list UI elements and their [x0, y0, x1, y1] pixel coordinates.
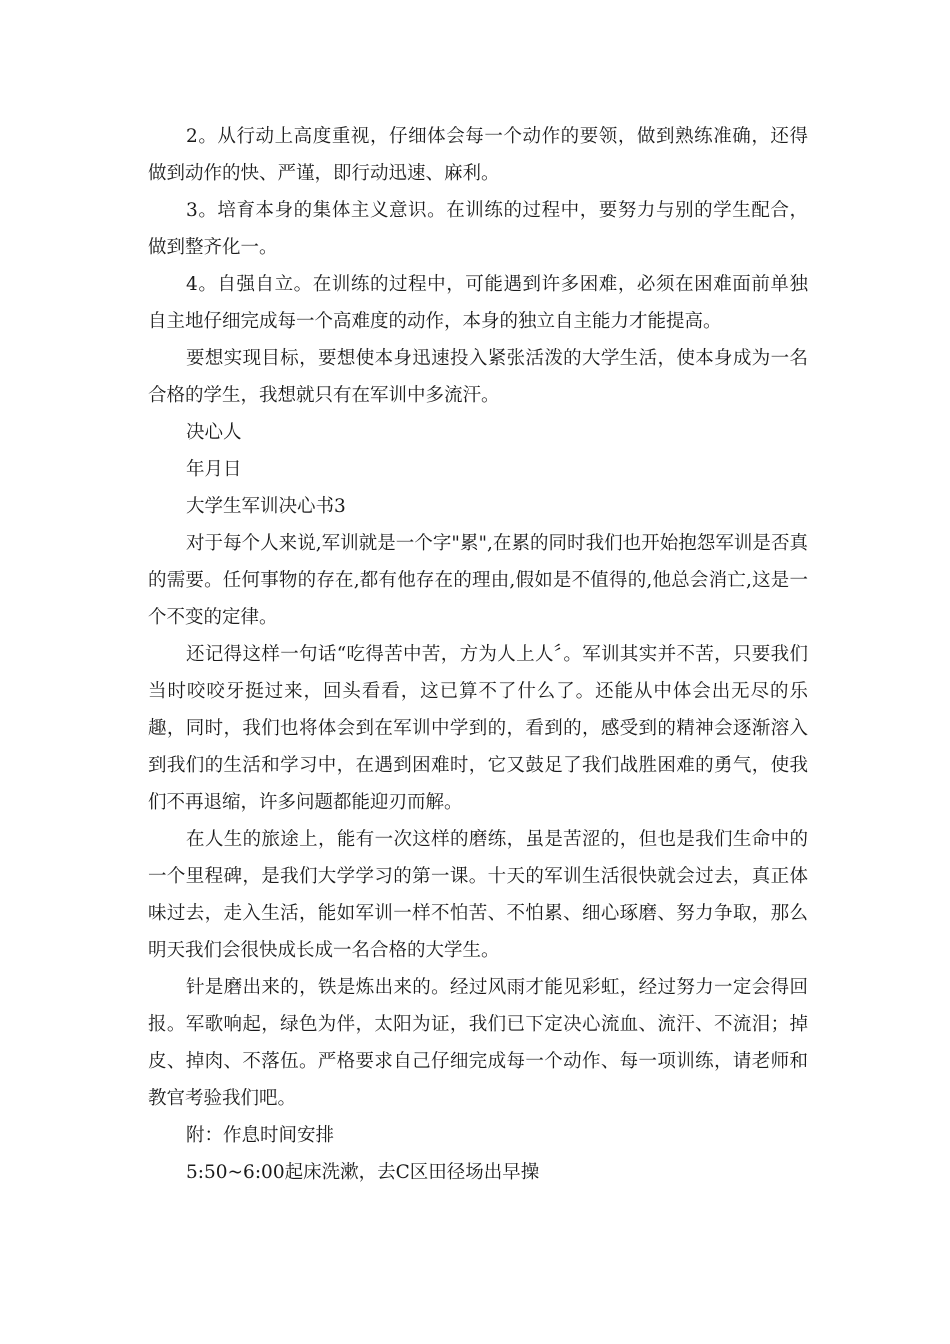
schedule-item: 5:50~6:00起床洗漱，去C区田径场出早操 [186, 1162, 540, 1183]
signature-label: 决心人 [186, 422, 242, 443]
section-title: 大学生军训决心书3 [186, 496, 346, 517]
paragraph-journey: 在人生的旅途上，能有一次这样的磨练，虽是苦涩的，但也是我们生命中的一个里程碑，是我们大学学习的第一课。十天的军训生活很快就会过去，真正体味过去，走入生活，能如军训一样不怕苦、不怕累、细心琢磨、努力争取，那么明天我们会很快成长成一名合格的大学生。 [148, 829, 808, 961]
paragraph-intro: 对于每个人来说,军训就是一个字"累",在累的同时我们也开始抱怨军训是否真的需要。任何事物的存在,都有他存在的理由,假如是不值得的,他总会消亡,这是一个不变的定律。 [148, 533, 808, 628]
paragraph-point-3: 3。培育本身的集体主义意识。在训练的过程中，要努力与别的学生配合，做到整齐化一。 [148, 200, 808, 258]
paragraph-point-2: 2。从行动上高度重视，仔细体会每一个动作的要领，做到熟练准确，还得做到动作的快、严谨，即行动迅速、麻利。 [148, 126, 808, 184]
date-label: 年月日 [186, 459, 242, 480]
paragraph-goal: 要想实现目标，要想使本身迅速投入紧张活泼的大学生活，使本身成为一名合格的学生，我想就只有在军训中多流汗。 [148, 348, 808, 406]
schedule-heading: 附：作息时间安排 [186, 1125, 335, 1146]
paragraph-needle: 针是磨出来的，铁是炼出来的。经过风雨才能见彩虹，经过努力一定会得回报。军歌响起，绿色为伴，太阳为证，我们已下定决心流血、流汗、不流泪；掉皮、掉肉、不落伍。严格要求自己仔细完成每一个动作、每一项训练，请老师和教官考验我们吧。 [148, 977, 808, 1109]
paragraph-quote: 还记得这样一句话“吃得苦中苦，方为人上人〞。军训其实并不苦，只要我们当时咬咬牙挺过来，回头看看，这已算不了什么了。还能从中体会出无尽的乐趣，同时，我们也将体会到在军训中学到的，看到的，感受到的精神会逐渐溶入到我们的生活和学习中，在遇到困难时，它又鼓足了我们战胜困难的勇气，使我们不再退缩，许多问题都能迎刃而解。 [148, 644, 808, 813]
document-body [148, 118, 808, 1191]
paragraph-point-4: 4。自强自立。在训练的过程中，可能遇到许多困难，必须在困难面前单独自主地仔细完成每一个高难度的动作，本身的独立自主能力才能提高。 [148, 274, 808, 332]
